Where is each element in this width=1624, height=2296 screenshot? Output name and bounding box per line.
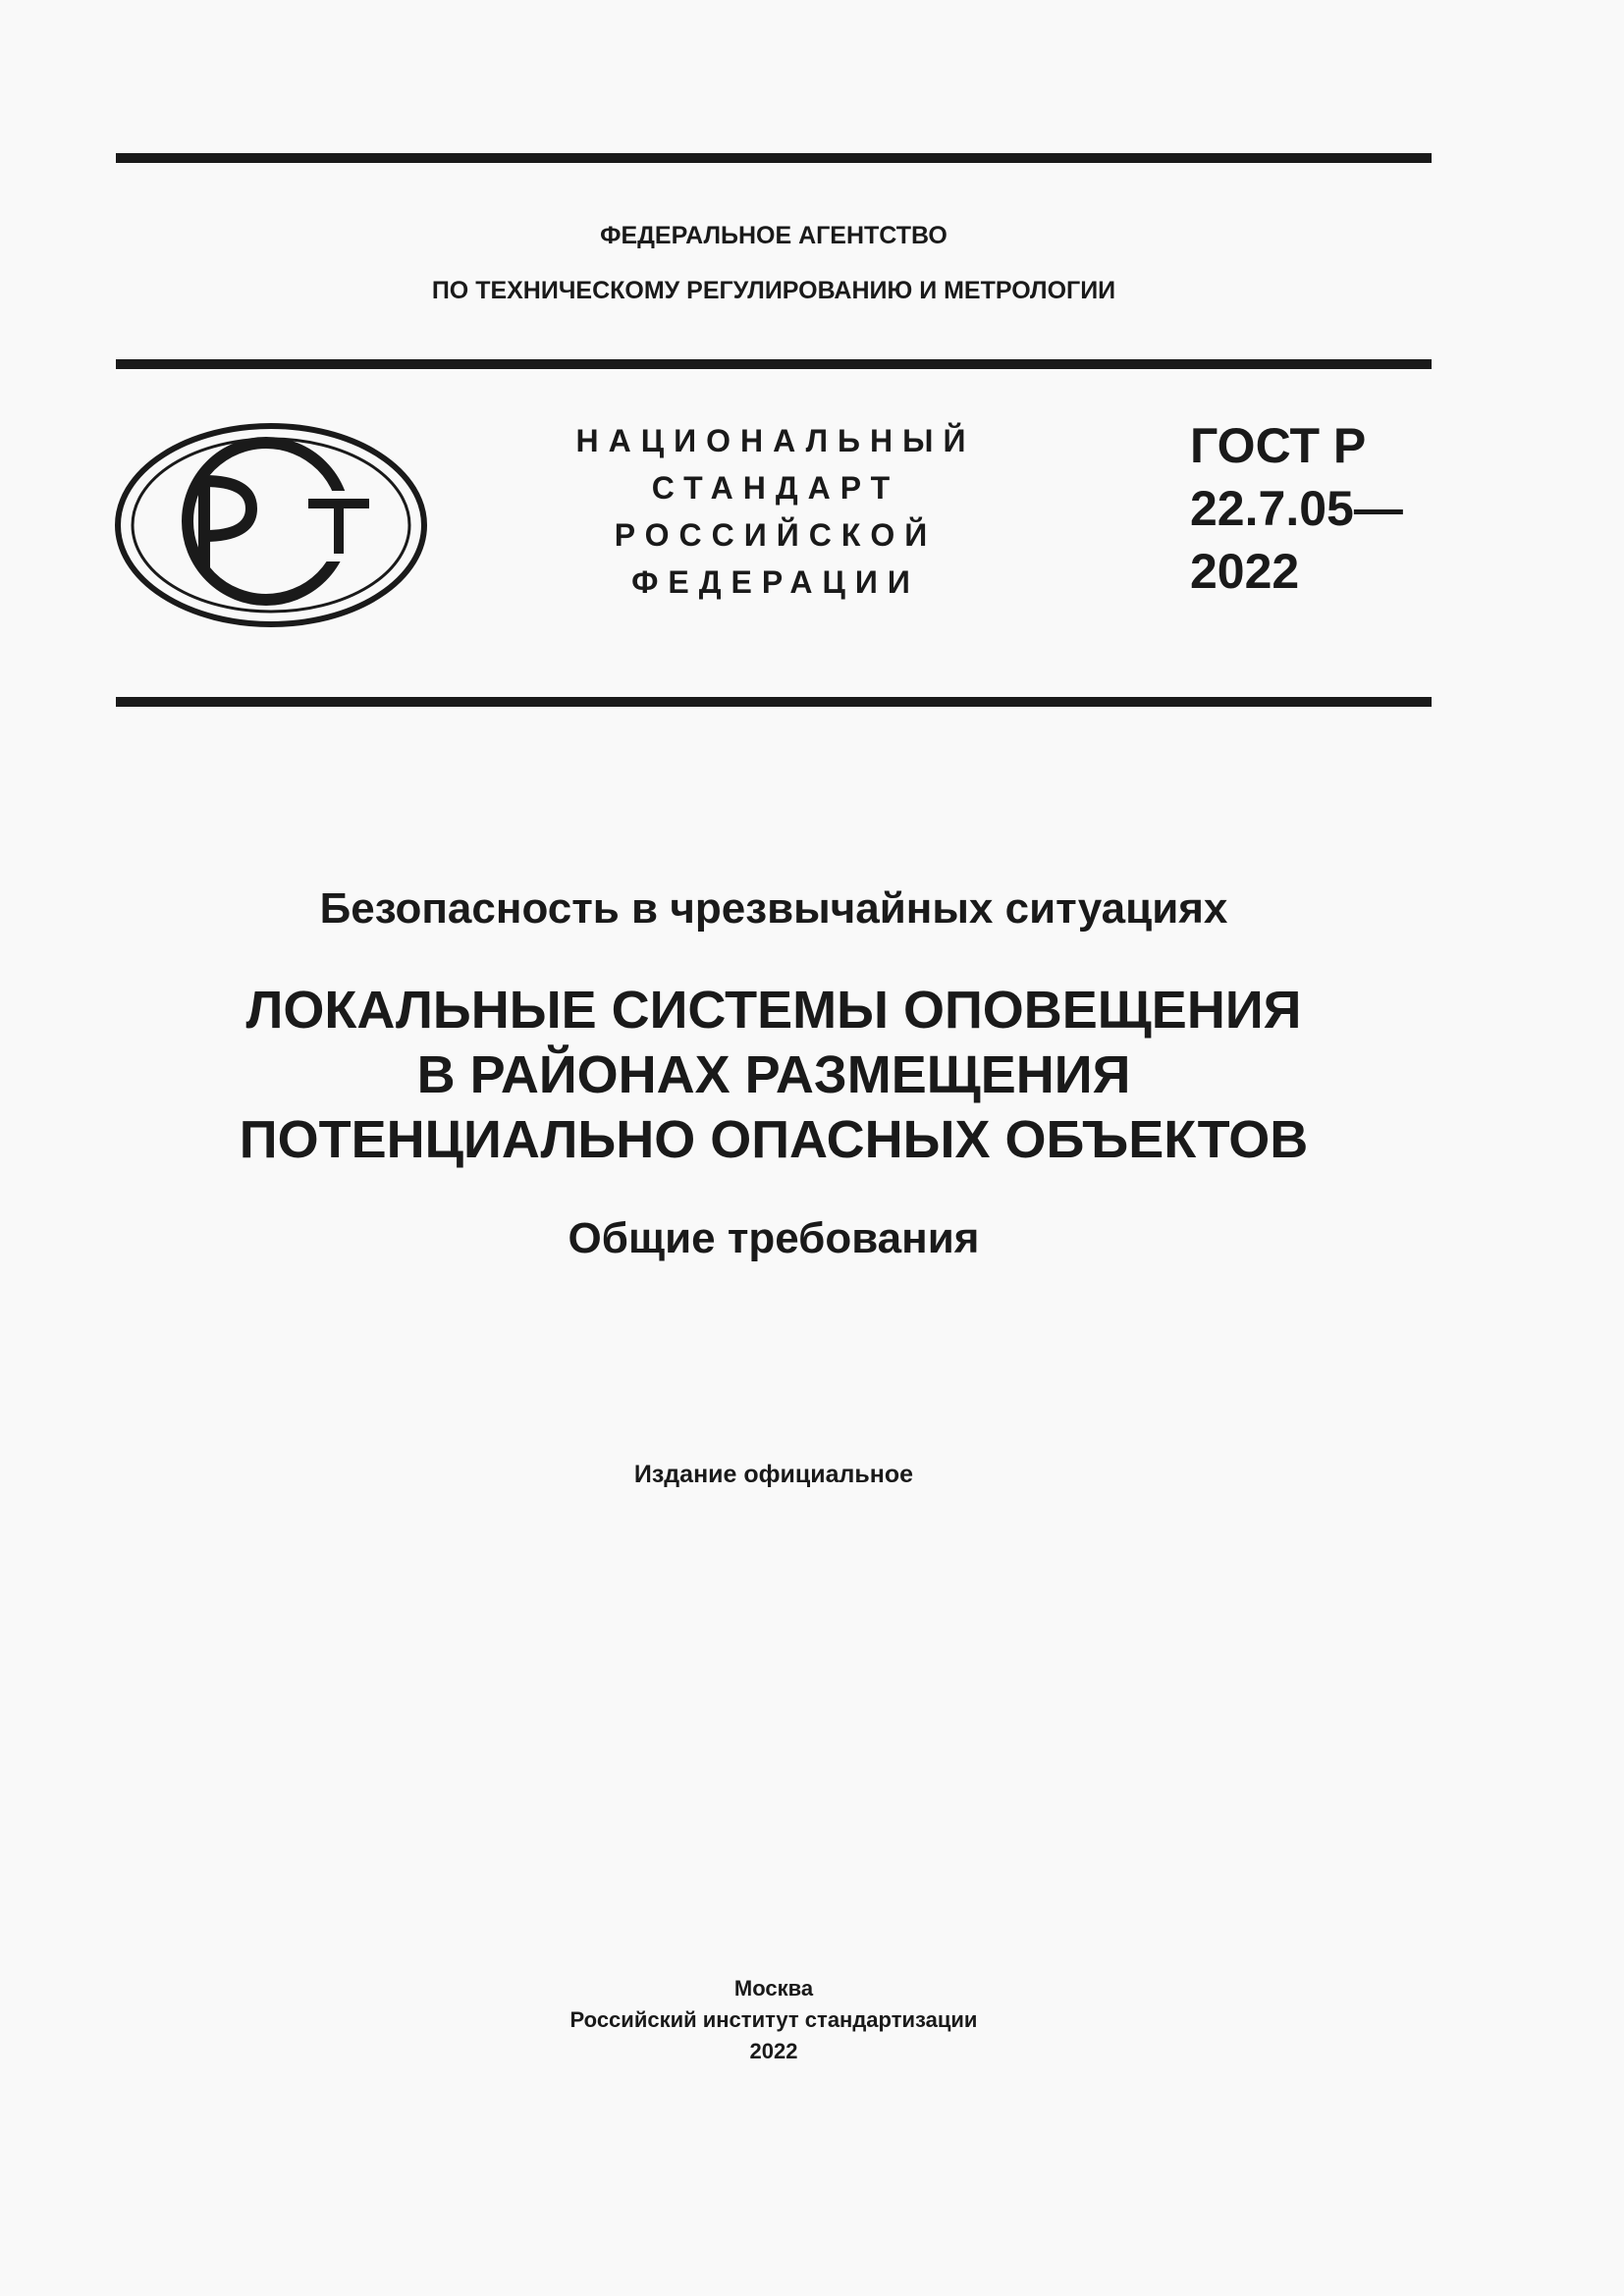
imprint-year: 2022 — [749, 2039, 798, 2063]
document-subtitle: Общие требования — [568, 1214, 980, 1262]
standard-designation — [1190, 414, 1403, 603]
document-title — [116, 978, 1432, 1172]
imprint-publisher: Российский институт стандартизации — [569, 2007, 978, 2032]
top-divider — [116, 153, 1432, 163]
national-standard-label — [550, 417, 1001, 606]
rst-logo-icon — [114, 422, 428, 628]
agency-header — [116, 208, 1432, 318]
imprint — [116, 1973, 1432, 2067]
title-line-2: В РАЙОНАХ РАЗМЕЩЕНИЯ — [416, 1045, 1131, 1104]
designation-line-1: ГОСТ Р — [1190, 418, 1367, 473]
series-title: Безопасность в чрезвычайных ситуациях — [319, 884, 1228, 933]
designation-line-2: 22.7.05— — [1190, 481, 1403, 536]
designation-line-3: 2022 — [1190, 544, 1300, 599]
agency-line-1: ФЕДЕРАЛЬНОЕ АГЕНТСТВО — [600, 222, 947, 249]
bottom-divider — [116, 697, 1432, 707]
title-line-3: ПОТЕНЦИАЛЬНО ОПАСНЫХ ОБЪЕКТОВ — [239, 1110, 1309, 1169]
agency-line-2: ПО ТЕХНИЧЕСКОМУ РЕГУЛИРОВАНИЮ И МЕТРОЛОГИИ — [431, 277, 1116, 304]
national-line-2: СТАНДАРТ — [651, 470, 900, 506]
title-line-1: ЛОКАЛЬНЫЕ СИСТЕМЫ ОПОВЕЩЕНИЯ — [245, 981, 1302, 1040]
national-line-4: ФЕДЕРАЦИИ — [631, 564, 920, 600]
imprint-city: Москва — [733, 1976, 814, 2001]
middle-divider — [116, 359, 1432, 369]
edition-label: Издание официальное — [633, 1461, 914, 1488]
national-line-3: РОССИЙСКОЙ — [614, 517, 938, 553]
national-line-1: НАЦИОНАЛЬНЫЙ — [575, 423, 976, 458]
